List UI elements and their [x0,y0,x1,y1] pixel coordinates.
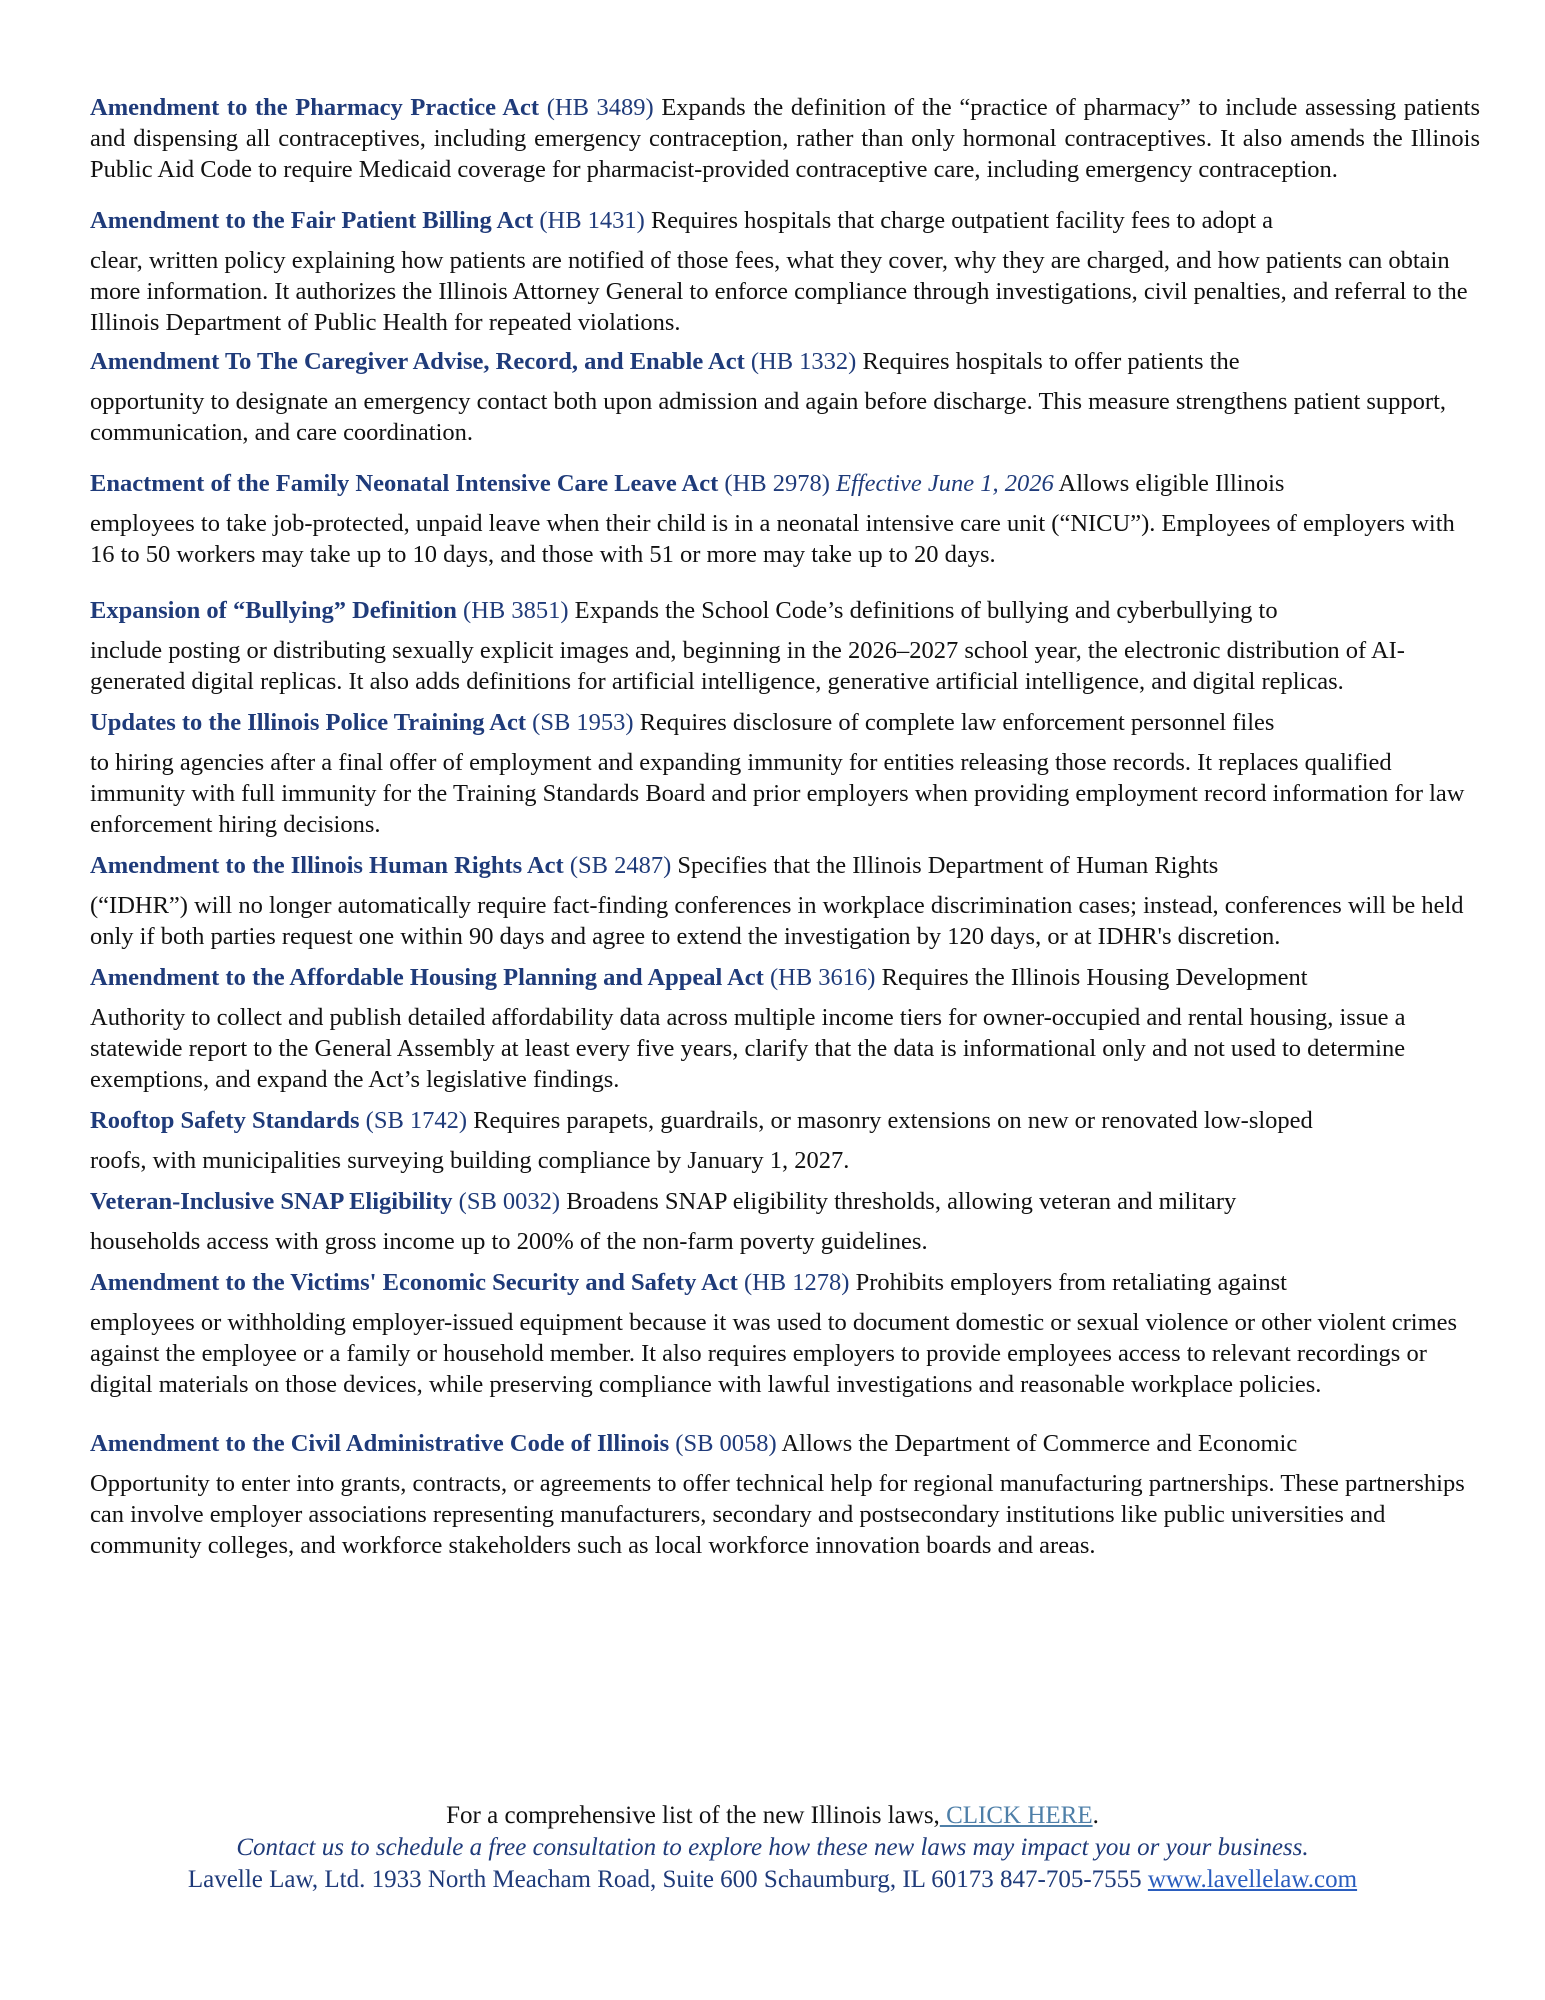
law-item [90,707,1480,840]
bill-number: (HB 3489) [546,94,654,121]
effective-date: Effective June 1, 2026 [836,470,1054,497]
firm-address: Lavelle Law, Ltd. 1933 North Meacham Road, Suite 600 Schaumburg, IL 60173 847-705-7555 [187,1866,1142,1893]
law-description-lead: Requires disclosure of complete law enforcement personnel files [639,709,1275,736]
comprehensive-list-text: For a comprehensive list of the new Illinois laws, [446,1802,940,1829]
bill-number: (HB 1332) [750,348,857,375]
bill-number: (HB 3851) [463,597,569,624]
law-description-lead: Specifies that the Illinois Department of Human Rights [677,852,1219,879]
law-description-lead: Allows the Department of Commerce and Economic [781,1430,1298,1457]
footer [0,1800,1545,1896]
law-description: employees or withholding employer-issued equipment because it was used to document domestic or sexual violence or other violent crimes against the employee or a family or household member. It also requires employers to provide employees access to relevant recordings or digital materials on those devices, while preserving compliance with lawful investigations and reasonable workplace policies. [90,1309,1458,1398]
law-description: households access with gross income up to 200% of the non-farm poverty guidelines. [90,1228,928,1255]
law-description: employees to take job-protected, unpaid leave when their child is in a neonatal intensive care unit (“NICU”). Employees of employers with 16 to 50 workers may take up to 10 days, and those with 51 or more may take up to 20 days. [90,510,1455,568]
laws-list [90,92,1480,1561]
law-description: Opportunity to enter into grants, contracts, or agreements to offer technical help for regional manufacturing partnerships. These partnerships can involve employer associations representing manufacturers, secondary and postsecondary institutions like public universities and community colleges, and workforce stakeholders such as local workforce innovation boards and areas. [90,1470,1465,1559]
law-item [90,205,1480,338]
law-description: Expands the definition of the “practice of pharmacy” to include assessing patients and dispensing all contraceptives, including emergency contraception, rather than only hormonal contraceptives. It also amends the Illinois Public Aid Code to require Medicaid coverage for pharmacist-provided contraceptive care, including emergency contraception. [90,94,1481,183]
law-description-lead: Broadens SNAP eligibility thresholds, allowing veteran and military [566,1188,1237,1215]
law-item [90,850,1480,952]
bill-number: (HB 2978) [724,470,830,497]
law-title: Amendment to the Affordable Housing Planning and Appeal Act [90,964,764,991]
law-description-lead: Requires hospitals to offer patients the [862,348,1240,375]
law-title: Updates to the Illinois Police Training Act [90,709,527,736]
law-title: Expansion of “Bullying” Definition [90,597,457,624]
law-description-lead: Requires parapets, guardrails, or masonry extensions on new or renovated low-sloped [473,1107,1313,1134]
bill-number: (SB 1953) [532,709,634,736]
period: . [1092,1802,1099,1829]
law-description: roofs, with municipalities surveying building compliance by January 1, 2027. [90,1147,850,1174]
law-item [90,962,1480,1095]
law-item [90,346,1480,448]
law-item [90,468,1480,570]
law-description-lead: Requires the Illinois Housing Development [881,964,1308,991]
law-title: Amendment to the Civil Administrative Code of Illinois [90,1430,670,1457]
bill-number: (HB 3616) [769,964,876,991]
bill-number: (SB 0032) [458,1188,561,1215]
address-line [0,1864,1545,1896]
bill-number: (SB 1742) [365,1107,468,1134]
law-description-lead: Expands the School Code’s definitions of bullying and cyberbullying to [574,597,1278,624]
law-description-lead: Allows eligible Illinois [1058,470,1285,497]
law-title: Amendment to the Illinois Human Rights Act [90,852,564,879]
law-item [90,1428,1480,1561]
bill-number: (HB 1278) [743,1269,850,1296]
law-description: opportunity to designate an emergency contact both upon admission and again before discharge. This measure strengthens patient support, communication, and care coordination. [90,388,1447,446]
comprehensive-list-line [0,1800,1545,1832]
consultation-cta: Contact us to schedule a free consultation to explore how these new laws may impact you or your business. [236,1834,1309,1861]
law-description: include posting or distributing sexually explicit images and, beginning in the 2026–2027 school year, the electronic distribution of AI-generated digital replicas. It also adds definitions for artificial intelligence, generative artificial intelligence, and digital replicas. [90,637,1405,695]
click-here-link[interactable]: CLICK HERE [939,1802,1093,1829]
law-description-lead: Requires hospitals that charge outpatient facility fees to adopt a [650,207,1274,234]
law-title: Amendment To The Caregiver Advise, Record, and Enable Act [90,348,745,375]
law-title: Amendment to the Fair Patient Billing Act [90,207,534,234]
law-item [90,1186,1480,1257]
law-description: (“IDHR”) will no longer automatically require fact-finding conferences in workplace discrimination cases; instead, conferences will be held only if both parties request one within 90 days and agree to extend the investigation by 120 days, or at IDHR's discretion. [90,892,1464,950]
law-description: to hiring agencies after a final offer of employment and expanding immunity for entities releasing those records. It replaces qualified immunity with full immunity for the Training Standards Board and prior employers when providing employment record information for law enforcement hiring decisions. [90,749,1465,838]
bill-number: (HB 1431) [539,207,645,234]
law-description-lead: Prohibits employers from retaliating against [855,1269,1287,1296]
law-item [90,92,1480,185]
law-description: clear, written policy explaining how patients are notified of those fees, what they cover, why they are charged, and how patients can obtain more information. It authorizes the Illinois Attorney General to enforce compliance through investigations, civil penalties, and referral to the Illinois Department of Public Health for repeated violations. [90,247,1468,336]
law-title: Enactment of the Family Neonatal Intensive Care Leave Act [90,470,719,497]
law-item [90,1267,1480,1400]
law-description: Authority to collect and publish detailed affordability data across multiple income tiers for owner-occupied and rental housing, issue a statewide report to the General Assembly at least every five years, clarify that the data is informational only and not used to determine exemptions, and expand the Act’s legislative findings. [90,1004,1406,1093]
bill-number: (SB 0058) [675,1430,777,1457]
law-item [90,1105,1480,1176]
law-title: Rooftop Safety Standards [90,1107,360,1134]
law-title: Amendment to the Pharmacy Practice Act [90,94,540,121]
law-title: Veteran-Inclusive SNAP Eligibility [90,1188,453,1215]
website-link[interactable]: www.lavellelaw.com [1147,1866,1358,1893]
law-title: Amendment to the Victims' Economic Security and Safety Act [90,1269,738,1296]
bill-number: (SB 2487) [569,852,672,879]
law-item [90,595,1480,697]
